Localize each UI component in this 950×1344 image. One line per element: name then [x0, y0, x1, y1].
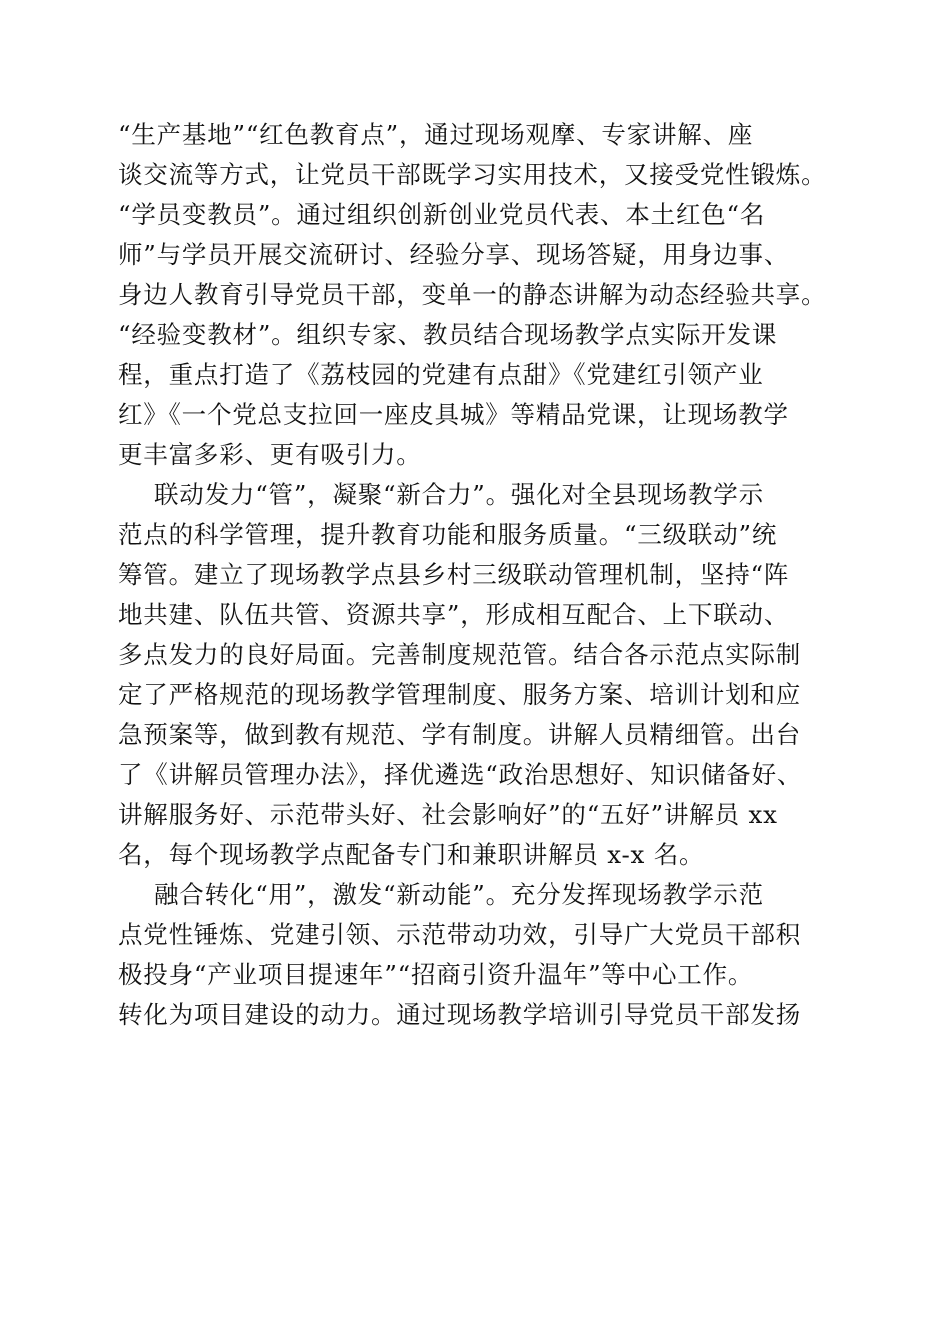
- text-line: 身边人教育引导党员干部，变单一的静态讲解为动态经验共享。: [118, 280, 827, 309]
- text-line: 范点的科学管理，提升教育功能和服务质量。“三级联动”统: [118, 520, 778, 549]
- text-line: 程，重点打造了《荔枝园的党建有点甜》《党建红引领产业: [118, 360, 764, 389]
- text-line: 谈交流等方式，让党员干部既学习实用技术，又接受党性锻炼。: [118, 160, 827, 189]
- text-line: “生产基地”“红色教育点”，通过现场观摩、专家讲解、座: [118, 120, 754, 149]
- text-line: 名，每个现场教学点配备专门和兼职讲解员 x-x 名。: [118, 840, 705, 869]
- text-line: 点党性锤炼、党建引领、示范带动功效，引导广大党员干部积: [118, 920, 802, 949]
- document-body: [118, 115, 838, 1035]
- paragraph-start-line: 融合转化“用”，激发“新动能”。充分发挥现场教学示范: [154, 880, 764, 909]
- text-line: 急预案等，做到教有规范、学有制度。讲解人员精细管。出台: [118, 720, 802, 749]
- text-line: 地共建、队伍共管、资源共享”，形成相互配合、上下联动、: [118, 600, 790, 629]
- text-line: 筹管。建立了现场教学点县乡村三级联动管理机制，坚持“阵: [118, 560, 790, 589]
- text-line: 红》《一个党总支拉回一座皮具城》等精品党课，让现场教学: [118, 400, 789, 429]
- text-line: “学员变教员”。通过组织创新创业党员代表、本土红色“名: [118, 200, 766, 229]
- paragraph-start-line: 联动发力“管”，凝聚“新合力”。强化对全县现场教学示: [154, 480, 764, 509]
- text-line: 转化为项目建设的动力。通过现场教学培训引导党员干部发扬: [118, 1000, 802, 1029]
- text-line: 极投身“产业项目提速年”“招商引资升温年”等中心工作。: [118, 960, 754, 989]
- text-line: 师”与学员开展交流研讨、经验分享、现场答疑，用身边事、: [118, 240, 790, 269]
- text-line: 了《讲解员管理办法》，择优遴选“政治思想好、知识储备好、: [118, 760, 803, 789]
- text-line: 讲解服务好、示范带头好、社会影响好”的“五好”讲解员 xx: [118, 800, 778, 829]
- text-line: 定了严格规范的现场教学管理制度、服务方案、培训计划和应: [118, 680, 802, 709]
- text-line: 更丰富多彩、更有吸引力。: [118, 440, 422, 469]
- text-line: “经验变教材”。组织专家、教员结合现场教学点实际开发课: [118, 320, 778, 349]
- text-line: 多点发力的良好局面。完善制度规范管。结合各示范点实际制: [118, 640, 802, 669]
